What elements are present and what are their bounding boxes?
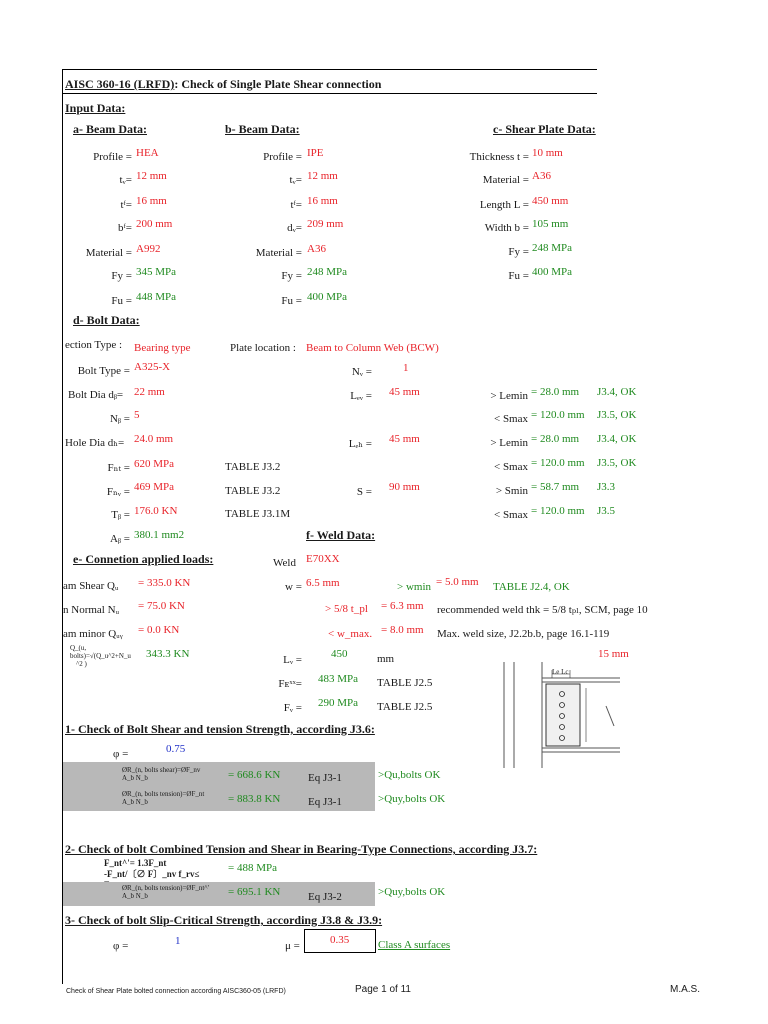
- check1-r2-formula-b: A_b N_b: [122, 798, 148, 806]
- check2-f2-value: = 695.1 KN: [228, 886, 281, 898]
- bolt-type-label: Bolt Type =: [77, 365, 130, 377]
- row-value: 12 mm: [307, 170, 338, 182]
- check-compare: < Smax: [493, 461, 528, 473]
- weld-label: Weld: [273, 557, 296, 569]
- check-result: J3.4, OK: [597, 433, 637, 445]
- tb-ref: TABLE J3.1M: [225, 508, 291, 520]
- bolt-dia-label: Bolt Dia dᵦ=: [68, 389, 124, 401]
- s-value: 90 mm: [389, 481, 420, 493]
- resultant-value: 343.3 KN: [146, 648, 190, 660]
- tpl-text: > 5/8 t_pl: [325, 603, 368, 615]
- row-value: 209 mm: [307, 218, 344, 230]
- weld-heading: f- Weld Data:: [306, 528, 376, 542]
- check3-mu-value: 0.35: [330, 934, 350, 946]
- check2-f2-eq: Eq J3-2: [308, 891, 342, 903]
- resultant-formula-1: Q_(u,: [70, 644, 87, 652]
- shear-value: = 335.0 KN: [138, 577, 191, 589]
- check3-mu-label: μ =: [285, 940, 300, 952]
- loads-heading: e- Connetion applied loads:: [73, 552, 214, 566]
- lev-label: Lₑᵥ =: [350, 390, 372, 402]
- check2-f1a: F_nt^'= 1.3F_nt: [104, 858, 167, 868]
- row-label: Profile =: [263, 151, 302, 163]
- top-border: [62, 69, 597, 70]
- figure-label: Le Lc: [552, 668, 569, 676]
- check2-heading: 2- Check of bolt Combined Tension and Shear in Bearing-Type Connections, according J3.7:: [65, 842, 538, 856]
- row-value: 400 MPa: [532, 266, 573, 278]
- check2-f2b: A_b N_b: [122, 892, 148, 900]
- fw-label: Fᵥ =: [283, 702, 302, 714]
- row-label: Fu =: [111, 295, 132, 307]
- nv-value: 1: [403, 362, 409, 374]
- lev-value: 45 mm: [389, 386, 420, 398]
- tb-label: Tᵦ =: [111, 509, 130, 521]
- title-underline: [62, 93, 597, 94]
- check1-r1-value: = 668.6 KN: [228, 769, 281, 781]
- row-label: tᶠ=: [120, 199, 132, 211]
- row-label: Material =: [85, 247, 132, 259]
- footer-left: Check of Shear Plate bolted connection according AISC360-05 (LRFD): [66, 988, 286, 995]
- row-label: Thickness t =: [469, 151, 529, 163]
- check-result: J3.5, OK: [597, 457, 637, 469]
- w-value: 6.5 mm: [306, 577, 340, 589]
- check3-phi-value: 1: [175, 935, 181, 947]
- row-label: Fy =: [111, 270, 132, 282]
- check-result: J3.3: [597, 481, 616, 493]
- footer-right: M.A.S.: [670, 984, 701, 995]
- row-value: 248 MPa: [532, 242, 573, 254]
- tb-value: 176.0 KN: [134, 505, 178, 517]
- check-result: J3.5, OK: [597, 409, 637, 421]
- s-label: S =: [356, 486, 372, 498]
- nb-value: 5: [134, 409, 140, 421]
- hole-dia-label: Hole Dia dₕ=: [65, 437, 125, 449]
- tpl-value: = 6.3 mm: [381, 600, 424, 612]
- check-compare: > Lemin: [490, 390, 528, 402]
- title-code: AISC 360-16 (LRFD): [65, 77, 175, 91]
- wmax-text: < w_max.: [328, 628, 373, 640]
- fnv-value: 469 MPa: [134, 481, 175, 493]
- tpl-note: recommended weld thk = 5/8 tₚₗ, SCM, page 10: [437, 604, 648, 616]
- row-value: 16 mm: [136, 195, 167, 207]
- minor-value: = 0.0 KN: [138, 624, 180, 636]
- nb-label: Nᵦ =: [109, 413, 130, 425]
- row-value: 12 mm: [136, 170, 167, 182]
- minor-label: am minor Qᵤᵧ: [63, 628, 123, 640]
- row-label: Material =: [255, 247, 302, 259]
- check2-f2-result: >Quy,bolts OK: [378, 886, 446, 898]
- lw-unit: mm: [377, 653, 395, 665]
- check-value: = 120.0 mm: [531, 409, 585, 421]
- lw-label: Lᵥ =: [283, 654, 302, 666]
- plate-location-value: Beam to Column Web (BCW): [306, 342, 439, 354]
- connection-type-value: Bearing type: [134, 342, 191, 354]
- check-value: = 120.0 mm: [531, 505, 585, 517]
- row-label: tᵥ=: [289, 174, 302, 186]
- fw-ref: TABLE J2.5: [377, 701, 433, 713]
- check3-heading: 3- Check of bolt Slip-Critical Strength, according J3.8 & J3.9:: [65, 913, 383, 927]
- wmin-value: = 5.0 mm: [436, 576, 479, 588]
- check1-r1-formula-a: ØR_(n, bolts shear)=ØF_nv: [122, 766, 201, 774]
- check-compare: > Lemin: [490, 437, 528, 449]
- column-flange: [504, 662, 514, 768]
- row-label: Width b =: [484, 222, 529, 234]
- resultant-formula-2: bolts)=√(Q_u^2+N_u: [70, 652, 131, 660]
- wmax-value: = 8.0 mm: [381, 624, 424, 636]
- connection-diagram: [490, 662, 630, 768]
- shear-plate: [546, 684, 580, 746]
- input-data-heading: Input Data:: [65, 101, 126, 115]
- row-label: dᵥ=: [287, 222, 302, 234]
- check1-r1-result: >Qu,bolts OK: [378, 769, 441, 781]
- check1-phi-label: φ =: [113, 748, 129, 760]
- weld-value: E70XX: [306, 553, 340, 565]
- title-rest: : Check of Single Plate Shear connection: [174, 77, 382, 91]
- w-label: w =: [285, 581, 302, 593]
- row-value: 248 MPa: [307, 266, 348, 278]
- check1-heading: 1- Check of Bolt Shear and tension Strength, according J3.6:: [65, 722, 375, 736]
- check1-r2-value: = 883.8 KN: [228, 793, 281, 805]
- lw-value: 450: [331, 648, 348, 660]
- check-value: = 28.0 mm: [531, 433, 580, 445]
- row-label: bᶠ=: [118, 222, 132, 234]
- check3-surface: Class A surfaces: [378, 939, 451, 951]
- check3-phi-label: φ =: [113, 940, 129, 952]
- row-label: tᵥ=: [119, 174, 132, 186]
- bolt-type-value: A325-X: [134, 361, 171, 373]
- plate-location-label: Plate location :: [230, 342, 296, 354]
- check-compare: > Smin: [495, 485, 528, 497]
- nv-label: Nᵥ =: [351, 366, 372, 378]
- fnt-ref: TABLE J3.2: [225, 461, 281, 473]
- check2-f2a: ØR_(n, bolts tension)=ØF_nt^': [122, 884, 209, 892]
- break-line: [606, 706, 614, 726]
- check2-f1-value: = 488 MPa: [228, 862, 277, 874]
- plate-heading: c- Shear Plate Data:: [493, 122, 596, 136]
- fnv-label: Fₙᵥ =: [106, 486, 130, 498]
- wmax-note: Max. weld size, J2.2b.b, page 16.1-119: [437, 628, 610, 640]
- row-label: Material =: [482, 174, 529, 186]
- fexx-label: Fᴇˣˣ=: [278, 678, 302, 690]
- fexx-value: 483 MPa: [318, 673, 359, 685]
- row-value: A36: [307, 243, 326, 255]
- wmin-ref: TABLE J2.4, OK: [493, 581, 570, 593]
- row-value: 448 MPa: [136, 291, 177, 303]
- row-value: 200 mm: [136, 218, 173, 230]
- ab-value: 380.1 mm2: [134, 529, 185, 541]
- row-value: A36: [532, 170, 551, 182]
- row-label: Profile =: [93, 151, 132, 163]
- row-value: IPE: [307, 147, 324, 159]
- row-value: 16 mm: [307, 195, 338, 207]
- fexx-ref: TABLE J2.5: [377, 677, 433, 689]
- check-value: = 28.0 mm: [531, 386, 580, 398]
- figure-dim: 15 mm: [598, 648, 629, 660]
- row-label: tᶠ=: [290, 199, 302, 211]
- normal-value: = 75.0 KN: [138, 600, 185, 612]
- bolt-heading: d- Bolt Data:: [73, 313, 140, 327]
- page-title: [65, 78, 381, 91]
- row-value: 345 MPa: [136, 266, 177, 278]
- connection-type-label: ection Type :: [65, 339, 123, 351]
- footer-center: Page 1 of 11: [355, 984, 411, 995]
- row-value: HEA: [136, 147, 159, 159]
- check1-r2-formula-a: ØR_(n, bolts tension)=ØF_nt: [122, 790, 205, 798]
- fw-value: 290 MPa: [318, 697, 359, 709]
- normal-label: n Normal Nᵤ: [63, 604, 120, 616]
- fnv-ref: TABLE J3.2: [225, 485, 281, 497]
- check-compare: < Smax: [493, 413, 528, 425]
- row-label: Fu =: [281, 295, 302, 307]
- check1-r2-eq: Eq J3-1: [308, 796, 342, 808]
- check1-r1-formula-b: A_b N_b: [122, 774, 148, 782]
- row-value: 10 mm: [532, 147, 563, 159]
- check-value: = 58.7 mm: [531, 481, 580, 493]
- check-result: J3.4, OK: [597, 386, 637, 398]
- wmin-text: > wmin: [397, 581, 432, 593]
- leh-value: 45 mm: [389, 433, 420, 445]
- check1-r2-result: >Quy,bolts OK: [378, 793, 446, 805]
- row-value: 450 mm: [532, 195, 569, 207]
- beam-a-heading: a- Beam Data:: [73, 122, 147, 136]
- ab-label: Aᵦ =: [109, 533, 130, 545]
- row-label: Fy =: [508, 246, 529, 258]
- row-value: 400 MPa: [307, 291, 348, 303]
- check-result: J3.5: [597, 505, 616, 517]
- row-value: A992: [136, 243, 161, 255]
- check-compare: < Smax: [493, 509, 528, 521]
- hole-dia-value: 24.0 mm: [134, 433, 174, 445]
- row-label: Fy =: [281, 270, 302, 282]
- check1-r1-eq: Eq J3-1: [308, 772, 342, 784]
- check-value: = 120.0 mm: [531, 457, 585, 469]
- beam-b-heading: b- Beam Data:: [225, 122, 300, 136]
- row-label: Fu =: [508, 270, 529, 282]
- row-label: Length L =: [479, 199, 529, 211]
- fnt-value: 620 MPa: [134, 458, 175, 470]
- check1-phi-value: 0.75: [166, 743, 186, 755]
- check2-f1b: -F_nt/〔∅ F〕_nv f_rv≤: [104, 869, 200, 879]
- leh-label: Lₑₕ =: [348, 438, 372, 450]
- bolt-dia-value: 22 mm: [134, 386, 165, 398]
- row-value: 105 mm: [532, 218, 569, 230]
- resultant-formula-3: ^2 ): [76, 660, 87, 668]
- shear-label: am Shear Qᵤ: [63, 580, 119, 592]
- fnt-label: Fₙₜ =: [107, 462, 130, 474]
